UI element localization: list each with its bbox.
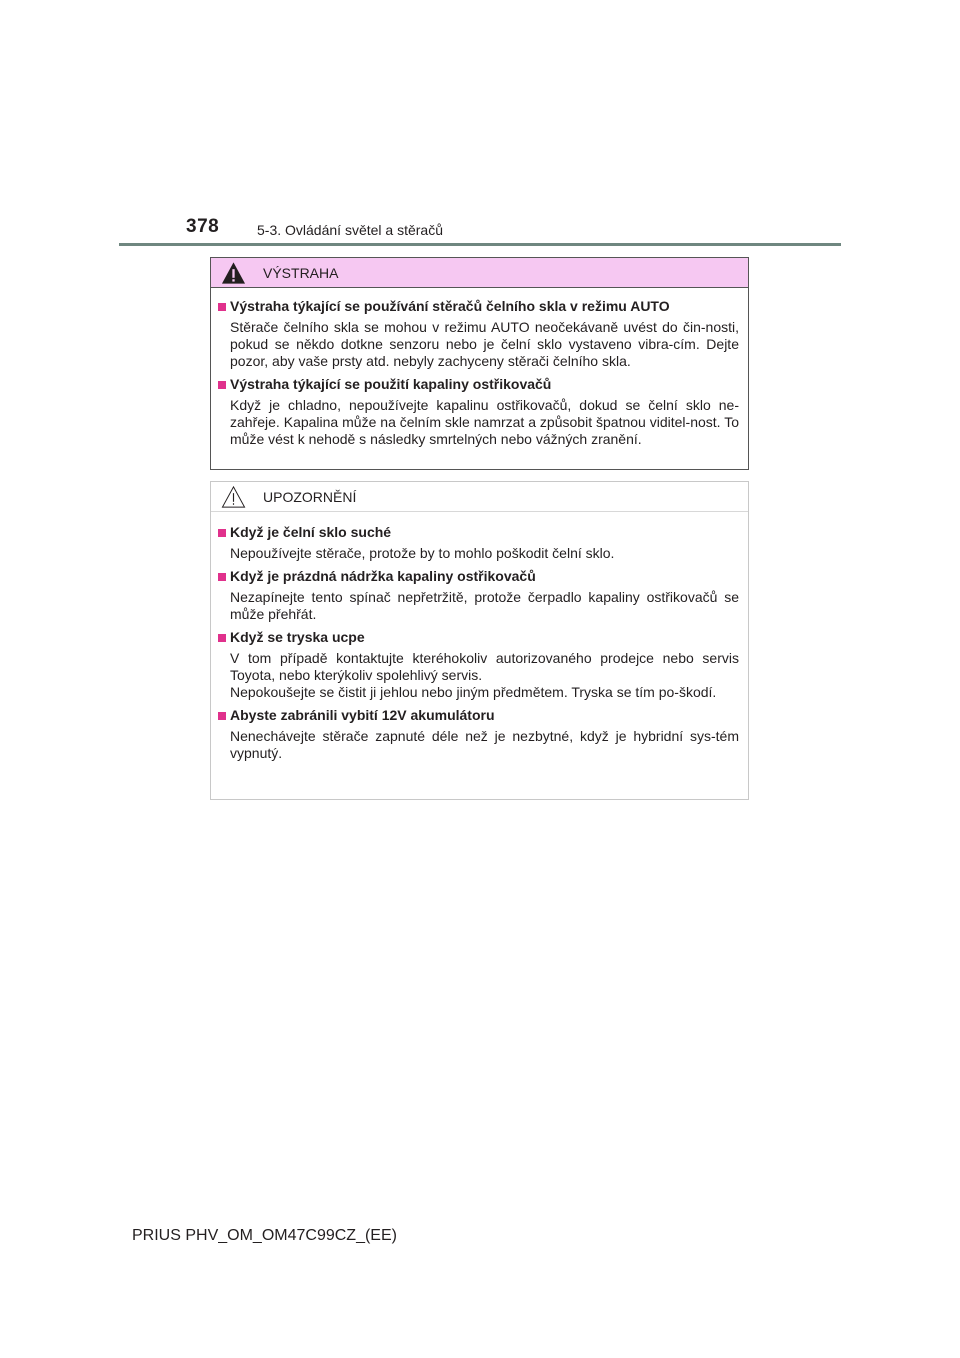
item-title: Abyste zabránili vybití 12V akumulátoru xyxy=(230,707,495,723)
item-text: Nenechávejte stěrače zapnuté déle než je nezbytné, když je hybridní sys-tém vypnutý. xyxy=(230,728,739,761)
bullet-square-icon xyxy=(218,573,226,581)
document-code: PRIUS PHV_OM_OM47C99CZ_(EE) xyxy=(132,1227,397,1244)
item-text: Stěrače čelního skla se mohou v režimu AUTO neočekávaně uvést do čin-nosti, pokud se někdo dotkne senzoru nebo je čelní sklo vystaveno vibra-cím. Dejte pozor, aby vaše prsty atd. nebyly zachyceny stěrači čelního skla. xyxy=(230,319,739,369)
list-item xyxy=(218,376,739,448)
caution-triangle-icon xyxy=(221,485,246,509)
item-title: Když je prázdná nádržka kapaliny ostřikovačů xyxy=(230,568,536,584)
list-item xyxy=(218,629,739,701)
item-title: Výstraha týkající se používání stěračů čelního skla v režimu AUTO xyxy=(230,298,670,314)
list-item xyxy=(218,707,739,762)
page-number: 378 xyxy=(186,216,220,237)
section-title: 5-3. Ovládání světel a stěračů xyxy=(257,222,443,238)
item-title: Když je čelní sklo suché xyxy=(230,524,392,540)
item-text: Když je chladno, nepoužívejte kapalinu ostřikovačů, dokud se čelní sklo ne-zahřeje. Kapalina může na čelním skle namrzat a způsobit špatnou viditel-nost. To může vést k nehodě s následky smrtelných nebo vážných zranění. xyxy=(230,397,739,447)
warning-triangle-icon xyxy=(221,261,246,285)
caution-title: UPOZORNĚNÍ xyxy=(263,488,357,505)
warning-box xyxy=(210,257,749,470)
item-text: Nepoužívejte stěrače, protože by to mohlo poškodit čelní sklo. xyxy=(230,545,615,561)
bullet-square-icon xyxy=(218,381,226,389)
item-text-2: Nepokoušejte se čistit ji jehlou nebo jiným předmětem. Tryska se tím po-škodí. xyxy=(230,684,717,700)
warning-title: VÝSTRAHA xyxy=(263,264,339,281)
warning-header xyxy=(211,258,748,288)
list-item xyxy=(218,298,739,370)
bullet-square-icon xyxy=(218,529,226,537)
bullet-square-icon xyxy=(218,634,226,642)
caution-header xyxy=(211,482,748,512)
item-title: Když se tryska ucpe xyxy=(230,629,365,645)
header-rule xyxy=(119,243,841,246)
item-text: V tom případě kontaktujte kteréhokoliv autorizovaného prodejce nebo servis Toyota, nebo kterýkoliv spolehlivý servis. xyxy=(230,650,739,683)
bullet-square-icon xyxy=(218,303,226,311)
caution-box xyxy=(210,481,749,800)
bullet-square-icon xyxy=(218,712,226,720)
list-item xyxy=(218,524,739,562)
list-item xyxy=(218,568,739,623)
item-text: Nezapínejte tento spínač nepřetržitě, protože čerpadlo kapaliny ostřikovačů se může přehřát. xyxy=(230,589,739,622)
item-title: Výstraha týkající se použití kapaliny ostřikovačů xyxy=(230,376,552,392)
